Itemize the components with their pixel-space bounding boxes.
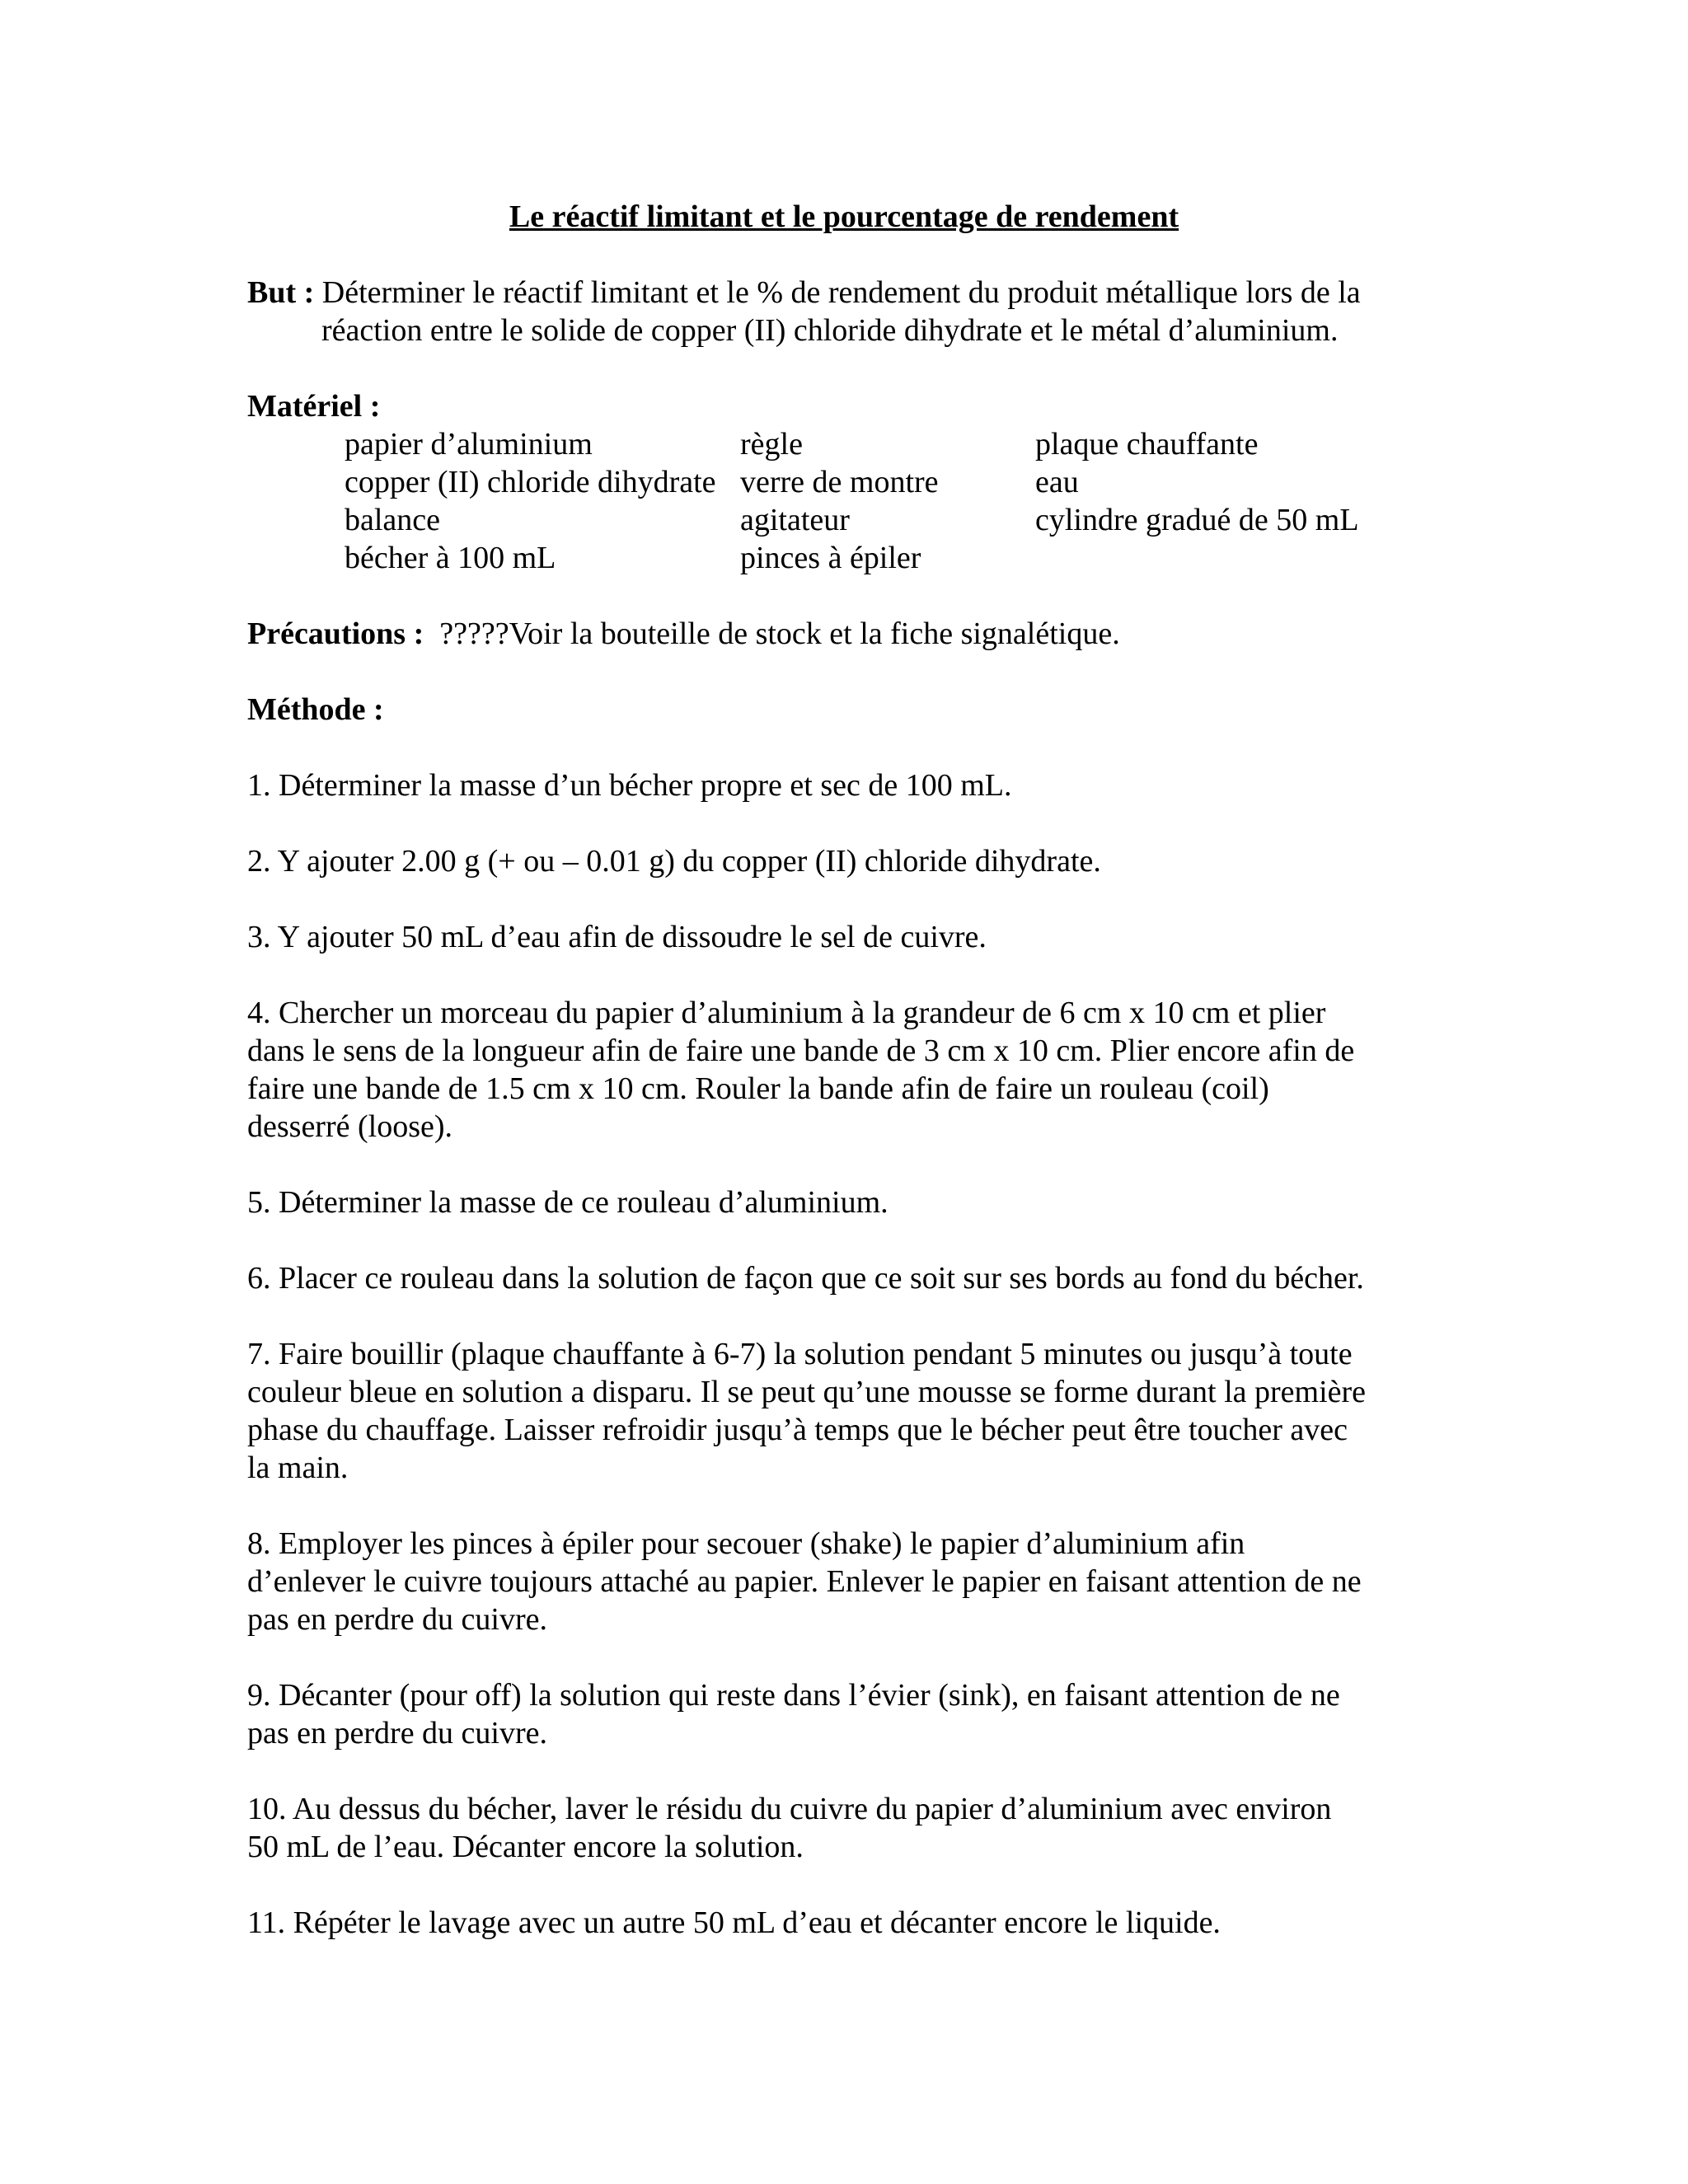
step-line: 10. Au dessus du bécher, laver le résidu du cuivre du papier d’aluminium avec environ (247, 1792, 1332, 1826)
goal-label: But : (247, 275, 315, 310)
step-line: 6. Placer ce rouleau dans la solution de façon que ce soit sur ses bords au fond du bécher. (247, 1261, 1364, 1296)
precautions-text: ?????Voir la bouteille de stock et la fiche signalétique. (439, 616, 1120, 651)
step-line: 9. Décanter (pour off) la solution qui reste dans l’évier (sink), en faisant attention de ne (247, 1678, 1340, 1713)
step-line: faire une bande de 1.5 cm x 10 cm. Rouler la bande afin de faire un rouleau (coil) (247, 1071, 1269, 1106)
step-line: couleur bleue en solution a disparu. Il se peut qu’une mousse se forme durant la première (247, 1375, 1367, 1409)
materials-item: pinces à épiler (740, 541, 921, 575)
materials-item: cylindre gradué de 50 mL (1035, 503, 1359, 537)
method-step-10 (247, 1790, 1451, 1866)
goal-text-line1: Déterminer le réactif limitant et le % de rendement du produit métallique lors de la (321, 275, 1361, 310)
goal-text-line2: réaction entre le solide de copper (II) chloride dihydrate et le métal d’aluminium. (321, 313, 1339, 348)
method-step-9 (247, 1676, 1451, 1752)
materials-heading (247, 387, 1451, 425)
step-line: d’enlever le cuivre toujours attaché au papier. Enlever le papier en faisant attention de ne (247, 1564, 1362, 1599)
method-step-6 (247, 1259, 1451, 1297)
method-step-3 (247, 918, 1451, 956)
materials-item: papier d’aluminium (345, 427, 593, 462)
step-line: 8. Employer les pinces à épiler pour secouer (shake) le papier d’aluminium afin (247, 1526, 1245, 1561)
method-step-7 (247, 1335, 1451, 1487)
method-label: Méthode : (247, 692, 384, 727)
materials-item: bécher à 100 mL (345, 541, 556, 575)
materials-item: agitateur (740, 503, 850, 537)
materials-item: règle (740, 427, 803, 462)
materials-item: plaque chauffante (1035, 427, 1259, 462)
step-line: pas en perdre du cuivre. (247, 1716, 548, 1750)
page-title: Le réactif limitant et le pourcentage de rendement (509, 199, 1179, 234)
method-step-4 (247, 994, 1451, 1146)
materials-label: Matériel : (247, 389, 381, 424)
method-heading (247, 691, 1451, 729)
step-line: phase du chauffage. Laisser refroidir jusqu’à temps que le bécher peut être toucher avec (247, 1413, 1348, 1447)
method-step-11 (247, 1904, 1451, 1942)
materials-item: verre de montre (740, 465, 939, 499)
step-line: 11. Répéter le lavage avec un autre 50 mL d’eau et décanter encore le liquide. (247, 1905, 1221, 1940)
step-line: pas en perdre du cuivre. (247, 1602, 548, 1637)
precautions-label: Précautions : (247, 616, 424, 651)
method-step-5 (247, 1183, 1451, 1221)
step-line: 1. Déterminer la masse d’un bécher propre et sec de 100 mL. (247, 768, 1012, 803)
goal-section (247, 274, 1451, 349)
method-step-2 (247, 842, 1451, 880)
method-step-1 (247, 766, 1451, 804)
precautions-section (247, 615, 1451, 653)
materials-item: copper (II) chloride dihydrate (345, 465, 716, 499)
materials-item: eau (1035, 465, 1079, 499)
step-line: la main. (247, 1451, 349, 1485)
method-step-8 (247, 1525, 1451, 1638)
step-line: 5. Déterminer la masse de ce rouleau d’aluminium. (247, 1185, 889, 1220)
materials-item: balance (345, 503, 441, 537)
step-line: 4. Chercher un morceau du papier d’aluminium à la grandeur de 6 cm x 10 cm et plier (247, 996, 1326, 1030)
step-line: desserré (loose). (247, 1109, 453, 1144)
step-line: 3. Y ajouter 50 mL d’eau afin de dissoudre le sel de cuivre. (247, 920, 987, 954)
step-line: dans le sens de la longueur afin de faire une bande de 3 cm x 10 cm. Plier encore afin de (247, 1033, 1355, 1068)
step-line: 7. Faire bouillir (plaque chauffante à 6-7) la solution pendant 5 minutes ou jusqu’à toute (247, 1337, 1353, 1371)
step-line: 2. Y ajouter 2.00 g (+ ou – 0.01 g) du copper (II) chloride dihydrate. (247, 844, 1101, 879)
step-line: 50 mL de l’eau. Décanter encore la solution. (247, 1830, 804, 1864)
